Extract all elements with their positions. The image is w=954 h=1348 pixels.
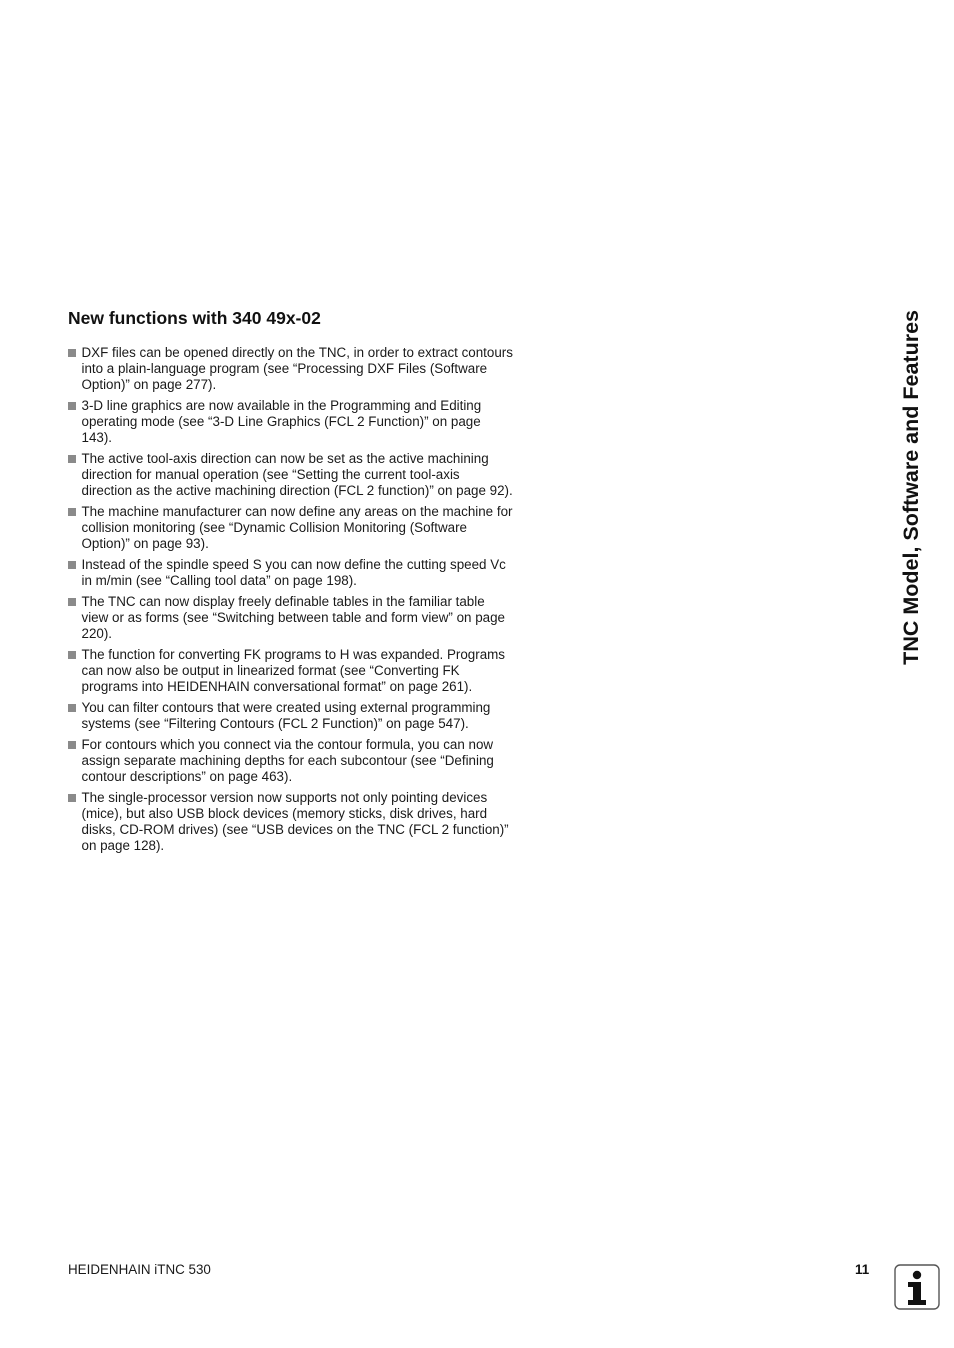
list-item-text: For contours which you connect via the contour formula, you can now assign separate machining depths for each subcontour (see “Defining contour descriptions” on page 463). <box>81 737 494 784</box>
bullet-square-icon <box>68 598 76 606</box>
list-item-text: You can filter contours that were created using external programming systems (see “Filtering Contours (FCL 2 Function)” on page 547). <box>81 700 491 731</box>
list-item-text: The TNC can now display freely definable tables in the familiar table view or as forms (see “Switching between table and form view” on page 220). <box>81 594 505 641</box>
list-item-text: The function for converting FK programs to H was expanded. Programs can now also be output in linearized format (see “Converting FK programs into HEIDENHAIN conversational format” on page 261). <box>81 647 505 694</box>
chapter-side-title <box>896 310 926 735</box>
list-item <box>68 700 513 732</box>
list-item <box>68 647 513 695</box>
list-item <box>68 504 513 552</box>
footer-product-name: HEIDENHAIN iTNC 530 <box>68 1262 211 1277</box>
bullet-square-icon <box>68 455 76 463</box>
feature-list <box>68 345 513 859</box>
bullet-square-icon <box>68 349 76 357</box>
list-item-text: The machine manufacturer can now define any areas on the machine for collision monitoring (see “Dynamic Collision Monitoring (Software Option)” on page 93). <box>81 504 513 551</box>
bullet-square-icon <box>68 794 76 802</box>
bullet-square-icon <box>68 561 76 569</box>
list-item-text: The active tool-axis direction can now be set as the active machining direction for manual operation (see “Setting the current tool-axis direction as the active machining direction (FCL 2 function)” on page 92). <box>81 451 513 498</box>
list-item <box>68 790 513 854</box>
page-number: 11 <box>855 1262 870 1277</box>
bullet-square-icon <box>68 741 76 749</box>
info-icon <box>893 1263 941 1311</box>
list-item <box>68 594 513 642</box>
list-item <box>68 557 513 589</box>
bullet-square-icon <box>68 704 76 712</box>
list-item <box>68 398 513 446</box>
section-heading: New functions with 340 49x-02 <box>68 308 321 328</box>
bullet-square-icon <box>68 402 76 410</box>
list-item <box>68 345 513 393</box>
list-item-text: 3-D line graphics are now available in the Programming and Editing operating mode (see “3-D Line Graphics (FCL 2 Function)” on page 143). <box>81 398 482 445</box>
list-item-text: The single-processor version now supports not only pointing devices (mice), but also USB block devices (memory sticks, disk drives, hard disks, CD-ROM drives) (see “USB devices on the TNC (FCL 2 function)” on page 128). <box>81 790 509 853</box>
bullet-square-icon <box>68 508 76 516</box>
list-item-text: Instead of the spindle speed S you can now define the cutting speed Vc in m/min (see “Calling tool data” on page 198). <box>81 557 506 588</box>
list-item <box>68 451 513 499</box>
bullet-square-icon <box>68 651 76 659</box>
list-item-text: DXF files can be opened directly on the TNC, in order to extract contours into a plain-language program (see “Processing DXF Files (Software Option)” on page 277). <box>81 345 513 392</box>
list-item <box>68 737 513 785</box>
chapter-side-title-text: TNC Model, Software and Features <box>899 310 923 665</box>
